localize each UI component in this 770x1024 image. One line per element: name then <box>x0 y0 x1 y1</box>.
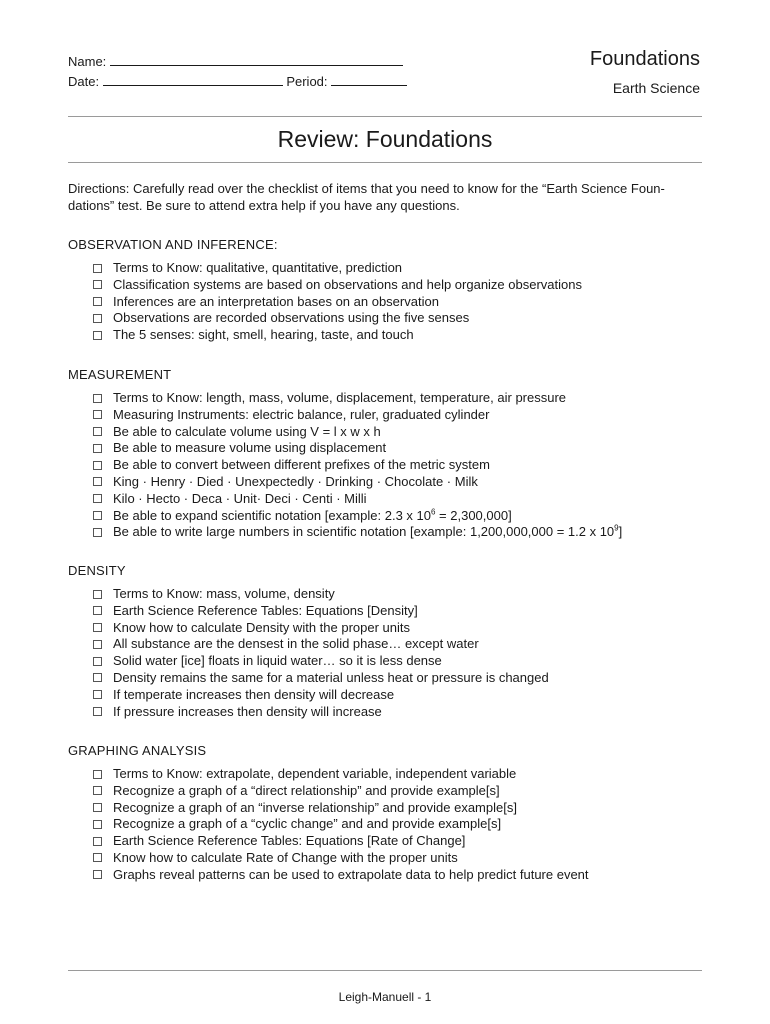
item-text: Be able to convert between different prefixes of the metric system <box>113 457 490 473</box>
list-item <box>68 636 702 653</box>
item-text <box>113 508 512 523</box>
item-text: Recognize a graph of an “inverse relationship” and provide example[s] <box>113 799 517 815</box>
checkbox-icon[interactable] <box>93 690 102 699</box>
date-label: Date: <box>68 74 100 89</box>
checkbox-icon[interactable] <box>93 314 102 323</box>
item-text: Observations are recorded observations using the five senses <box>113 310 470 326</box>
item-text: Density remains the same for a material unless heat or pressure is changed <box>113 669 549 685</box>
date-blank[interactable] <box>103 74 283 86</box>
list-item <box>68 294 702 311</box>
date-period-line <box>68 72 407 92</box>
list-item <box>68 687 702 704</box>
period-blank[interactable] <box>331 74 407 86</box>
item-text: Earth Science Reference Tables: Equations [Rate of Change] <box>113 833 466 849</box>
checklist <box>68 766 702 884</box>
list-item <box>68 508 702 525</box>
item-text: Earth Science Reference Tables: Equations [Density] <box>113 602 418 618</box>
list-item <box>68 800 702 817</box>
checkbox-icon[interactable] <box>93 494 102 503</box>
top-divider <box>68 116 702 117</box>
list-item <box>68 620 702 637</box>
list-item <box>68 327 702 344</box>
list-item <box>68 260 702 277</box>
item-text: Kilo · Hecto · Deca · Unit· Deci · Centi · Milli <box>113 490 367 506</box>
checklist <box>68 586 702 720</box>
list-item <box>68 310 702 327</box>
course-name: Earth Science <box>612 80 700 96</box>
item-text: Be able to measure volume using displacement <box>113 440 387 456</box>
list-item <box>68 867 702 884</box>
item-text: Classification systems are based on observations and help organize observations <box>113 276 582 292</box>
section-density <box>68 562 702 720</box>
item-text: Terms to Know: extrapolate, dependent variable, independent variable <box>113 766 517 781</box>
item-text: Inferences are an interpretation bases on an observation <box>113 293 439 309</box>
list-item <box>68 457 702 474</box>
checkbox-icon[interactable] <box>93 331 102 340</box>
list-item <box>68 440 702 457</box>
list-item <box>68 766 702 783</box>
list-item <box>68 704 702 721</box>
item-text: The 5 senses: sight, smell, hearing, taste, and touch <box>113 327 414 343</box>
checkbox-icon[interactable] <box>93 590 102 599</box>
section-heading: OBSERVATION AND INFERENCE: <box>68 237 278 252</box>
page-footer: Leigh-Manuell - 1 <box>338 990 432 1004</box>
section-measurement <box>68 366 702 541</box>
item-text: Know how to calculate Density with the proper units <box>113 619 410 635</box>
item-text: Terms to Know: mass, volume, density <box>113 586 335 601</box>
list-item <box>68 783 702 800</box>
list-item <box>68 603 702 620</box>
checkbox-icon[interactable] <box>93 444 102 453</box>
checkbox-icon[interactable] <box>93 770 102 779</box>
list-item <box>68 407 702 424</box>
checklist <box>68 260 702 344</box>
item-text: Solid water [ice] floats in liquid water… so it is less dense <box>113 653 442 669</box>
checkbox-icon[interactable] <box>93 786 102 795</box>
checkbox-icon[interactable] <box>93 511 102 520</box>
item-text: Measuring Instruments: electric balance, ruler, graduated cylinder <box>113 406 490 422</box>
checkbox-icon[interactable] <box>93 280 102 289</box>
footer-divider <box>68 970 702 971</box>
section-heading: DENSITY <box>68 563 126 578</box>
item-text: Recognize a graph of a “cyclic change” and and provide example[s] <box>113 816 502 832</box>
checkbox-icon[interactable] <box>93 477 102 486</box>
checkbox-icon[interactable] <box>93 707 102 716</box>
list-item <box>68 653 702 670</box>
section-graphing <box>68 742 702 884</box>
directions <box>68 180 702 214</box>
item-text: Be able to calculate volume using V = l x w x h <box>113 423 381 439</box>
course-info <box>590 46 700 98</box>
checkbox-icon[interactable] <box>93 640 102 649</box>
list-item <box>68 816 702 833</box>
item-text: Terms to Know: length, mass, volume, displacement, temperature, air pressure <box>113 390 567 405</box>
list-item <box>68 850 702 867</box>
period-label: Period: <box>286 74 328 89</box>
item-text: Know how to calculate Rate of Change with the proper units <box>113 849 458 865</box>
checkbox-icon[interactable] <box>93 870 102 879</box>
list-item <box>68 670 702 687</box>
list-item <box>68 474 702 491</box>
checkbox-icon[interactable] <box>93 394 102 403</box>
checkbox-icon[interactable] <box>93 803 102 812</box>
item-text <box>113 524 622 539</box>
checkbox-icon[interactable] <box>93 657 102 666</box>
list-item <box>68 491 702 508</box>
exponent: 6 <box>430 507 436 517</box>
list-item <box>68 277 702 294</box>
list-item <box>68 586 702 603</box>
checkbox-icon[interactable] <box>93 606 102 615</box>
page-title: Review: Foundations <box>277 126 493 152</box>
directions-lead: Directions: <box>68 181 130 196</box>
item-text: Terms to Know: qualitative, quantitative, prediction <box>113 260 403 275</box>
section-observation <box>68 236 702 344</box>
name-blank[interactable] <box>110 54 403 66</box>
checkbox-icon[interactable] <box>93 623 102 632</box>
sci-text: = 2,300,000] <box>435 507 512 523</box>
sci-text: Be able to write large numbers in scientific notation [example: 1,200,000,000 = 1.2 x 10 <box>113 524 615 540</box>
checklist <box>68 390 702 541</box>
checkbox-icon[interactable] <box>93 427 102 436</box>
subject-title: Foundations <box>589 48 700 70</box>
name-line <box>68 52 407 72</box>
item-text: Recognize a graph of a “direct relationship” and provide example[s] <box>113 782 500 798</box>
directions-text: Carefully read over the checklist of items that you need to know for the “Earth Science Foun-dations” test. Be sure to attend extra help if you have any questions. <box>68 181 665 213</box>
checkbox-icon[interactable] <box>93 820 102 829</box>
exponent: 9 <box>614 524 619 534</box>
checkbox-icon[interactable] <box>93 297 102 306</box>
sci-text: Be able to expand scientific notation [example: 2.3 x 10 <box>113 507 431 523</box>
item-text: All substance are the densest in the solid phase… except water <box>113 636 479 652</box>
checkbox-icon[interactable] <box>93 853 102 862</box>
checkbox-icon[interactable] <box>93 673 102 682</box>
checkbox-icon[interactable] <box>93 264 102 273</box>
item-text: If pressure increases then density will increase <box>113 703 382 719</box>
item-text: If temperate increases then density will decrease <box>113 686 395 702</box>
list-item <box>68 833 702 850</box>
item-text: King · Henry · Died · Unexpectedly · Drinking · Chocolate · Milk <box>113 473 478 489</box>
student-info <box>68 52 407 92</box>
list-item <box>68 424 702 441</box>
sci-text: ] <box>618 524 623 540</box>
list-item <box>68 524 702 541</box>
title-divider <box>68 162 702 163</box>
checkbox-icon[interactable] <box>93 837 102 846</box>
checkbox-icon[interactable] <box>93 528 102 537</box>
checkbox-icon[interactable] <box>93 461 102 470</box>
list-item <box>68 390 702 407</box>
name-label: Name: <box>68 54 107 69</box>
item-text: Graphs reveal patterns can be used to extrapolate data to help predict future event <box>113 866 589 882</box>
section-heading: GRAPHING ANALYSIS <box>68 743 207 758</box>
checkbox-icon[interactable] <box>93 410 102 419</box>
section-heading: MEASUREMENT <box>68 367 172 382</box>
